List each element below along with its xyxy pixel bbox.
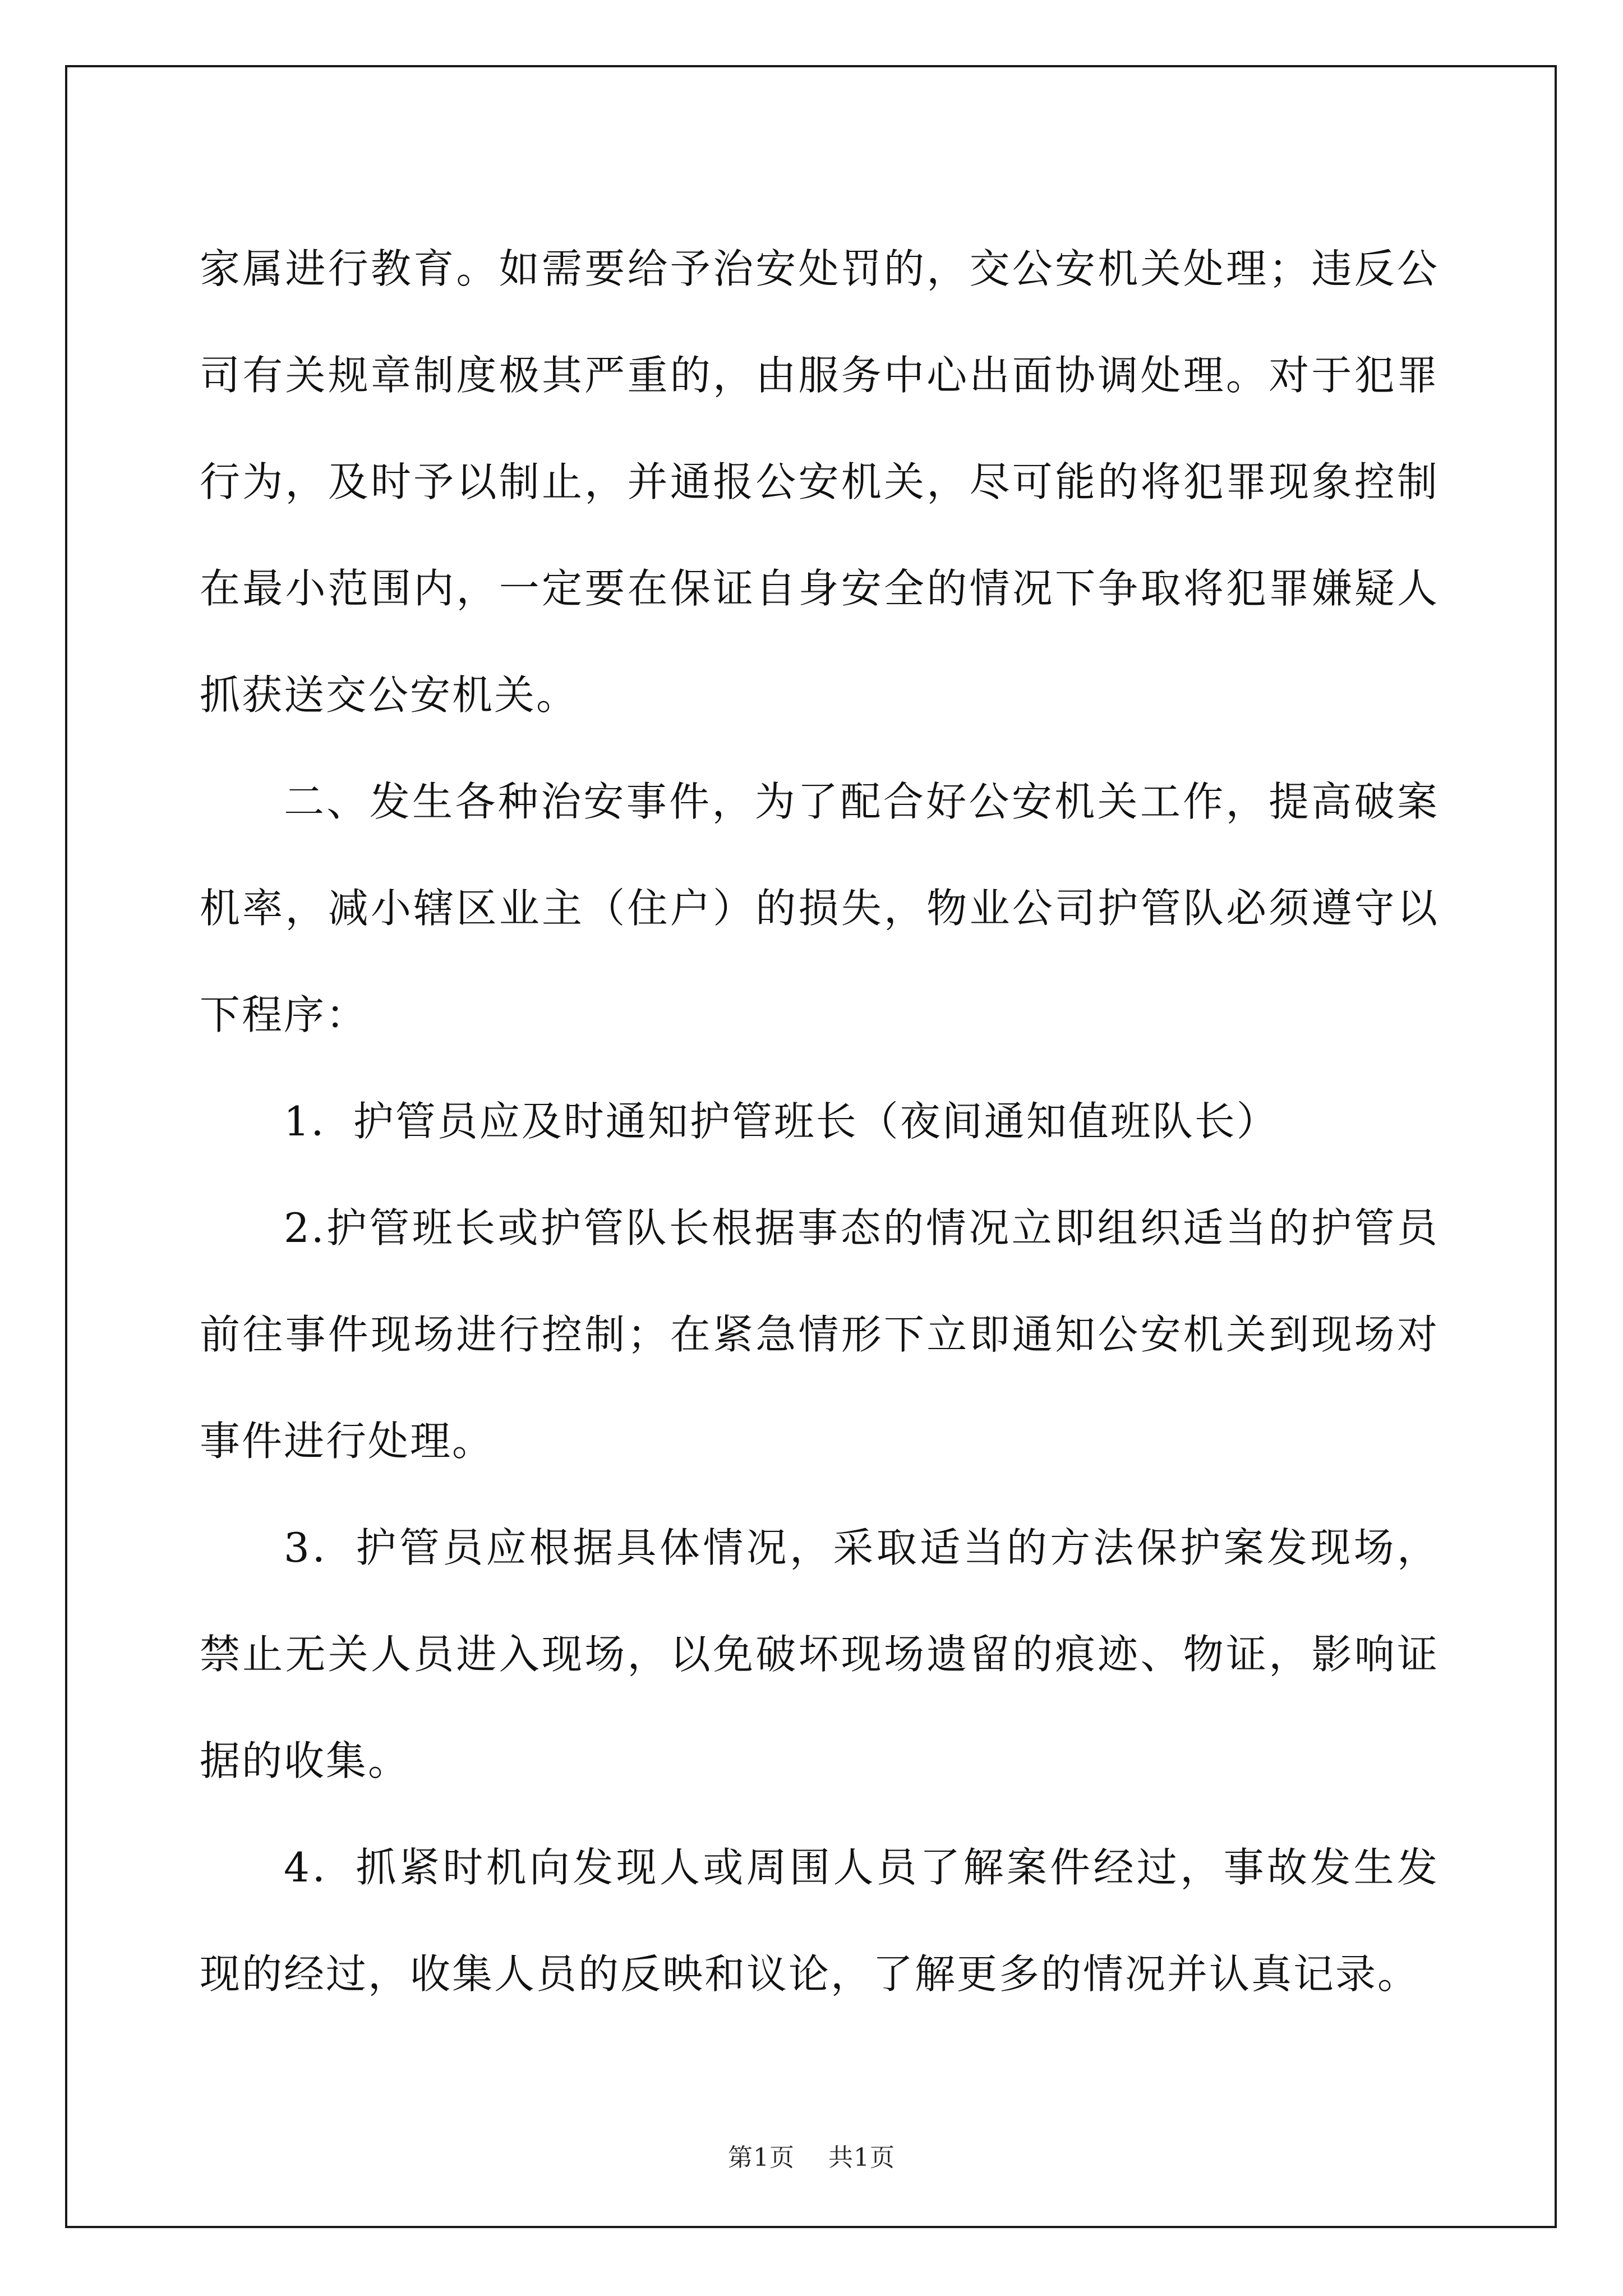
document-body [200, 215, 1439, 2027]
page-footer [0, 2137, 1623, 2173]
page-number: 第1页 [728, 2143, 795, 2172]
paragraph-3: 1．护管员应及时通知护管班长（夜间通知值班队长） [284, 1098, 1279, 1145]
paragraph-6: 4．抓紧时机向发现人或周围人员了解案件经过，事故发生发现的经过，收集人员的反映和议论，了解更多的情况并认真记录。 [200, 1844, 1439, 1998]
paragraph-1: 家属进行教育。如需要给予治安处罚的，交公安机关处理；违反公司有关规章制度极其严重的，由服务中心出面协调处理。对于犯罪行为，及时予以制止，并通报公安机关，尽可能的将犯罪现象控制在最小范围内，一定要在保证自身安全的情况下争取将犯罪嫌疑人抓获送交公安机关。 [200, 245, 1439, 719]
paragraph-2: 二、发生各种治安事件，为了配合好公安机关工作，提高破案机率，减小辖区业主（住户）的损失，物业公司护管队必须遵守以下程序： [200, 778, 1439, 1038]
paragraph-4: 2.护管班长或护管队长根据事态的情况立即组织适当的护管员前往事件现场进行控制；在紧急情形下立即通知公安机关到现场对事件进行处理。 [200, 1204, 1439, 1465]
paragraph-5: 3．护管员应根据具体情况，采取适当的方法保护案发现场，禁止无关人员进入现场，以免破坏现场遗留的痕迹、物证，影响证据的收集。 [200, 1524, 1439, 1784]
page-total: 共1页 [828, 2143, 895, 2172]
